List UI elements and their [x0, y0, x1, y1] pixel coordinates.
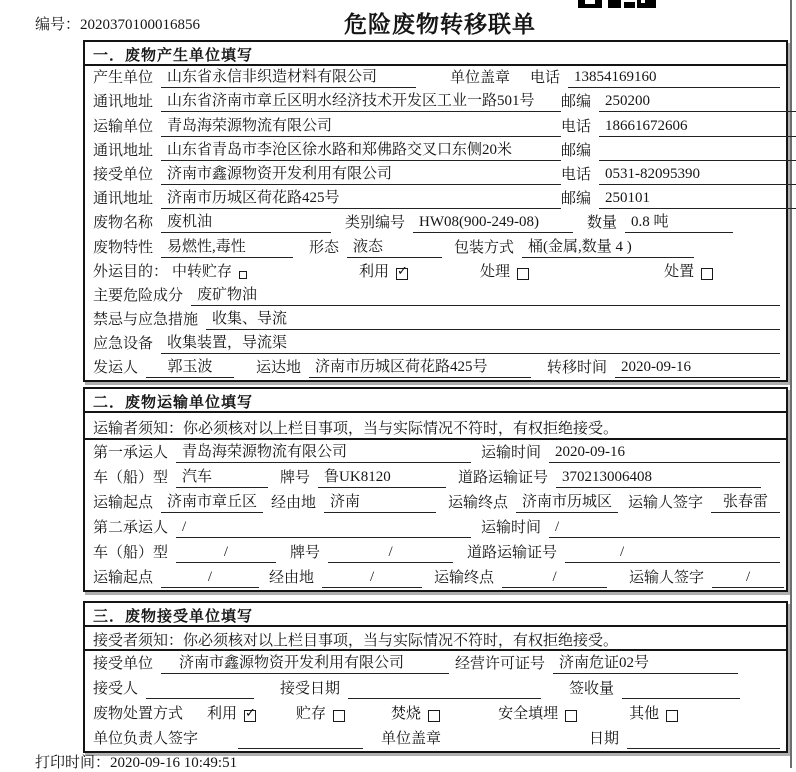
row-hazard-components — [85, 284, 786, 308]
row-producer-address — [85, 90, 786, 114]
row-waste-name — [85, 211, 786, 235]
road-permit-label-2: 道路运输证号 — [467, 545, 558, 562]
phone-label-3: 电话 — [561, 166, 592, 183]
road-permit-value-1: 370213006408 — [556, 469, 761, 488]
address-label-1: 通讯地址 — [93, 94, 154, 111]
road-permit-value-2: / — [565, 544, 780, 563]
disposal-storage-label: 贮存 — [296, 706, 327, 723]
via-value-2: / — [322, 569, 422, 588]
emergency-measures-label: 禁忌与应急措施 — [93, 312, 199, 329]
disposal-landfill-label: 安全填埋 — [498, 706, 559, 723]
origin-value-1: 济南市章丘区 — [161, 490, 263, 513]
serial-value: 2020370100016856 — [80, 17, 201, 33]
vehicle-type-value-1: 汽车 — [176, 465, 268, 488]
waste-name-label: 废物名称 — [93, 215, 154, 232]
checkbox-disposal-utilize — [244, 710, 256, 722]
section-1-producer — [83, 40, 788, 382]
producer-unit-label: 产生单位 — [93, 70, 154, 87]
transfer-time-label: 转移时间 — [547, 360, 608, 377]
receiving-unit-value: 济南市鑫源物资开发利用有限公司 — [161, 651, 449, 674]
address-value-1: 山东省济南市章丘区明水经济技术开发区工业一路501号 — [161, 89, 561, 112]
vehicle-type-label-2: 车（船）型 — [93, 545, 169, 562]
transport-time-value-1: 2020-09-16 — [549, 444, 780, 463]
carrier-signature-value-2: / — [712, 569, 784, 588]
row-disposal-method — [85, 701, 786, 726]
date-label: 日期 — [589, 731, 620, 748]
row-responsible-signature — [85, 726, 786, 751]
checkbox-disposal-storage — [333, 710, 345, 722]
via-label-1: 经由地 — [271, 495, 317, 512]
serial-number — [35, 13, 200, 34]
hazard-components-label: 主要危险成分 — [93, 287, 184, 304]
row-waste-characteristics — [85, 235, 786, 259]
row-outbound-purpose — [85, 260, 786, 284]
phone-label-2: 电话 — [561, 118, 592, 135]
row-shipper — [85, 356, 786, 380]
address-label-2: 通讯地址 — [93, 142, 154, 159]
road-permit-label-1: 道路运输证号 — [458, 470, 549, 487]
plate-number-label-1: 牌号 — [280, 470, 311, 487]
plate-number-value-1: 鲁UK8120 — [318, 465, 446, 488]
receive-date-label: 接受日期 — [280, 681, 341, 698]
disposal-method-label: 废物处置方式 — [93, 706, 184, 723]
first-carrier-value: 青岛海荣源物流有限公司 — [176, 440, 471, 463]
checkbox-utilize — [396, 268, 408, 280]
row-vehicle-1 — [85, 465, 786, 490]
serial-label: 编号： — [35, 17, 81, 33]
checkbox-transfer-storage — [239, 271, 247, 279]
date-value-blank — [627, 747, 780, 749]
option-transfer-storage-label: 中转贮存 — [172, 263, 233, 280]
packaging-value: 桶(金属,数量 4 ) — [522, 235, 694, 258]
disposal-other-label: 其他 — [629, 706, 660, 723]
address-value-2: 山东省青岛市李沧区徐水路和郑佛路交叉口东侧20米 — [161, 138, 561, 161]
carrier-signature-value-1: 张春雷 — [711, 490, 780, 513]
phone-value-1: 13854169160 — [568, 69, 780, 88]
zip-value-1: 250200 — [599, 93, 796, 112]
business-permit-value: 济南危证02号 — [553, 651, 738, 674]
row-transport-address — [85, 139, 786, 163]
recipient-value-blank — [146, 697, 254, 699]
unit-head-signature-label: 单位负责人签字 — [93, 731, 199, 748]
destination-label: 运达地 — [256, 360, 302, 377]
disposal-utilize-label: 利用 — [207, 706, 238, 723]
row-vehicle-2 — [85, 540, 786, 565]
transporter-notice: 运输者须知：你必须核对以上栏目事项，当与实际情况不符时，有权拒绝接受。 — [85, 413, 786, 440]
transfer-time-value: 2020-09-16 — [615, 359, 780, 378]
page-title: 危险废物转移联单 — [344, 11, 536, 37]
waste-name-value: 废机油 — [161, 210, 331, 233]
row-emergency-measures — [85, 308, 786, 332]
category-code-value: HW08(900-249-08) — [413, 214, 573, 233]
section-3-heading: 三．废物接受单位填写 — [85, 603, 786, 627]
origin-label-1: 运输起点 — [93, 495, 154, 512]
checkbox-disposal-other — [666, 710, 678, 722]
second-carrier-label: 第二承运人 — [93, 520, 169, 537]
waste-characteristics-label: 废物特性 — [93, 239, 154, 256]
row-receiving-unit — [85, 651, 786, 676]
option-utilize-label: 利用 — [359, 263, 390, 280]
phone-value-3: 0531-82095390 — [599, 166, 796, 185]
receive-date-value-blank — [348, 697, 541, 699]
endpoint-label-2: 运输终点 — [434, 570, 495, 587]
address-value-3: 济南市历城区荷花路425号 — [161, 186, 561, 209]
plate-number-label-2: 牌号 — [290, 545, 321, 562]
zip-value-3: 250101 — [599, 190, 796, 209]
print-time-label: 打印时间： — [35, 755, 111, 771]
transport-time-label-2: 运输时间 — [481, 520, 542, 537]
carrier-signature-label-1: 运输人签字 — [628, 495, 704, 512]
transport-time-value-2: / — [549, 519, 780, 538]
print-time — [35, 751, 237, 772]
section-2-heading: 二．废物运输单位填写 — [85, 389, 786, 413]
endpoint-value-1: 济南市历城区 — [516, 490, 618, 513]
hazard-components-value: 废矿物油 — [191, 283, 780, 306]
zip-value-2-blank — [599, 159, 796, 161]
transport-unit-label: 运输单位 — [93, 118, 154, 135]
disposal-incinerate-label: 焚烧 — [391, 706, 422, 723]
unit-seal-label-2: 单位盖章 — [381, 731, 442, 748]
recipient-label: 接受人 — [93, 681, 139, 698]
zip-label-3: 邮编 — [561, 191, 592, 208]
receiver-unit-value: 济南市鑫源物资开发利用有限公司 — [161, 162, 561, 185]
producer-unit-value: 山东省永信非织造材料有限公司 — [161, 65, 416, 88]
unit-head-signature-blank — [238, 747, 363, 749]
row-route-1 — [85, 490, 786, 515]
emergency-equipment-value: 收集装置，导流渠 — [161, 331, 780, 354]
section-1-heading: 一．废物产生单位填写 — [85, 42, 786, 66]
zip-label-2: 邮编 — [561, 142, 592, 159]
row-second-carrier — [85, 515, 786, 540]
category-code-label: 类别编号 — [345, 215, 406, 232]
print-time-value: 2020-09-16 10:49:51 — [110, 755, 238, 771]
emergency-measures-value: 收集、导流 — [206, 307, 780, 330]
physical-form-label: 形态 — [309, 239, 340, 256]
unit-seal-label: 单位盖章 — [450, 70, 511, 87]
signed-amount-value-blank — [622, 697, 740, 699]
row-receiver-address — [85, 187, 786, 211]
row-route-2 — [85, 565, 786, 590]
row-recipient — [85, 676, 786, 701]
section-3-receiver — [83, 601, 788, 753]
outbound-purpose-label: 外运目的： — [93, 263, 169, 280]
manifest-form — [83, 40, 788, 753]
row-receiver-unit — [85, 163, 786, 187]
transport-unit-value: 青岛海荣源物流有限公司 — [161, 114, 561, 137]
address-label-3: 通讯地址 — [93, 191, 154, 208]
shipper-value: 郭玉波 — [146, 355, 234, 378]
via-label-2: 经由地 — [269, 570, 315, 587]
physical-form-value: 液态 — [347, 235, 442, 258]
quantity-label: 数量 — [587, 215, 618, 232]
via-value-1: 济南 — [324, 490, 436, 513]
receiver-unit-label: 接受单位 — [93, 166, 154, 183]
cropped-stamp-artifact — [578, 0, 658, 8]
vehicle-type-label-1: 车（船）型 — [93, 470, 169, 487]
row-transport-unit — [85, 114, 786, 138]
vehicle-type-value-2: / — [176, 544, 276, 563]
packaging-label: 包装方式 — [454, 239, 515, 256]
carrier-signature-label-2: 运输人签字 — [629, 570, 705, 587]
emergency-equipment-label: 应急设备 — [93, 336, 154, 353]
waste-characteristics-value: 易燃性,毒性 — [161, 235, 293, 258]
checkbox-disposal-incinerate — [428, 710, 440, 722]
plate-number-value-2: / — [328, 544, 453, 563]
checkbox-dispose — [701, 268, 713, 280]
section-2-transporter — [83, 387, 788, 592]
business-permit-label: 经营许可证号 — [455, 656, 546, 673]
checkbox-disposal-landfill — [565, 710, 577, 722]
receiver-notice: 接受者须知：你必须核对以上栏目事项，当与实际情况不符时，有权拒绝接受。 — [85, 627, 786, 651]
first-carrier-label: 第一承运人 — [93, 445, 169, 462]
phone-label-1: 电话 — [529, 70, 560, 87]
row-producer-unit — [85, 66, 786, 90]
checkbox-treat — [517, 268, 529, 280]
row-emergency-equipment — [85, 332, 786, 356]
endpoint-value-2: / — [502, 569, 607, 588]
endpoint-label-1: 运输终点 — [448, 495, 509, 512]
option-treat-label: 处理 — [480, 263, 511, 280]
option-dispose-label: 处置 — [664, 263, 695, 280]
transport-time-label-1: 运输时间 — [481, 445, 542, 462]
page-right-edge — [790, 0, 792, 768]
origin-label-2: 运输起点 — [93, 570, 154, 587]
row-first-carrier — [85, 440, 786, 465]
zip-label-1: 邮编 — [561, 94, 592, 111]
receiving-unit-label: 接受单位 — [93, 656, 154, 673]
phone-value-2: 18661672606 — [599, 118, 796, 137]
quantity-value: 0.8 吨 — [625, 210, 733, 233]
second-carrier-value: / — [176, 519, 471, 538]
signed-amount-label: 签收量 — [569, 681, 615, 698]
origin-value-2: / — [161, 569, 259, 588]
destination-value: 济南市历城区荷花路425号 — [309, 355, 531, 378]
shipper-label: 发运人 — [93, 360, 139, 377]
